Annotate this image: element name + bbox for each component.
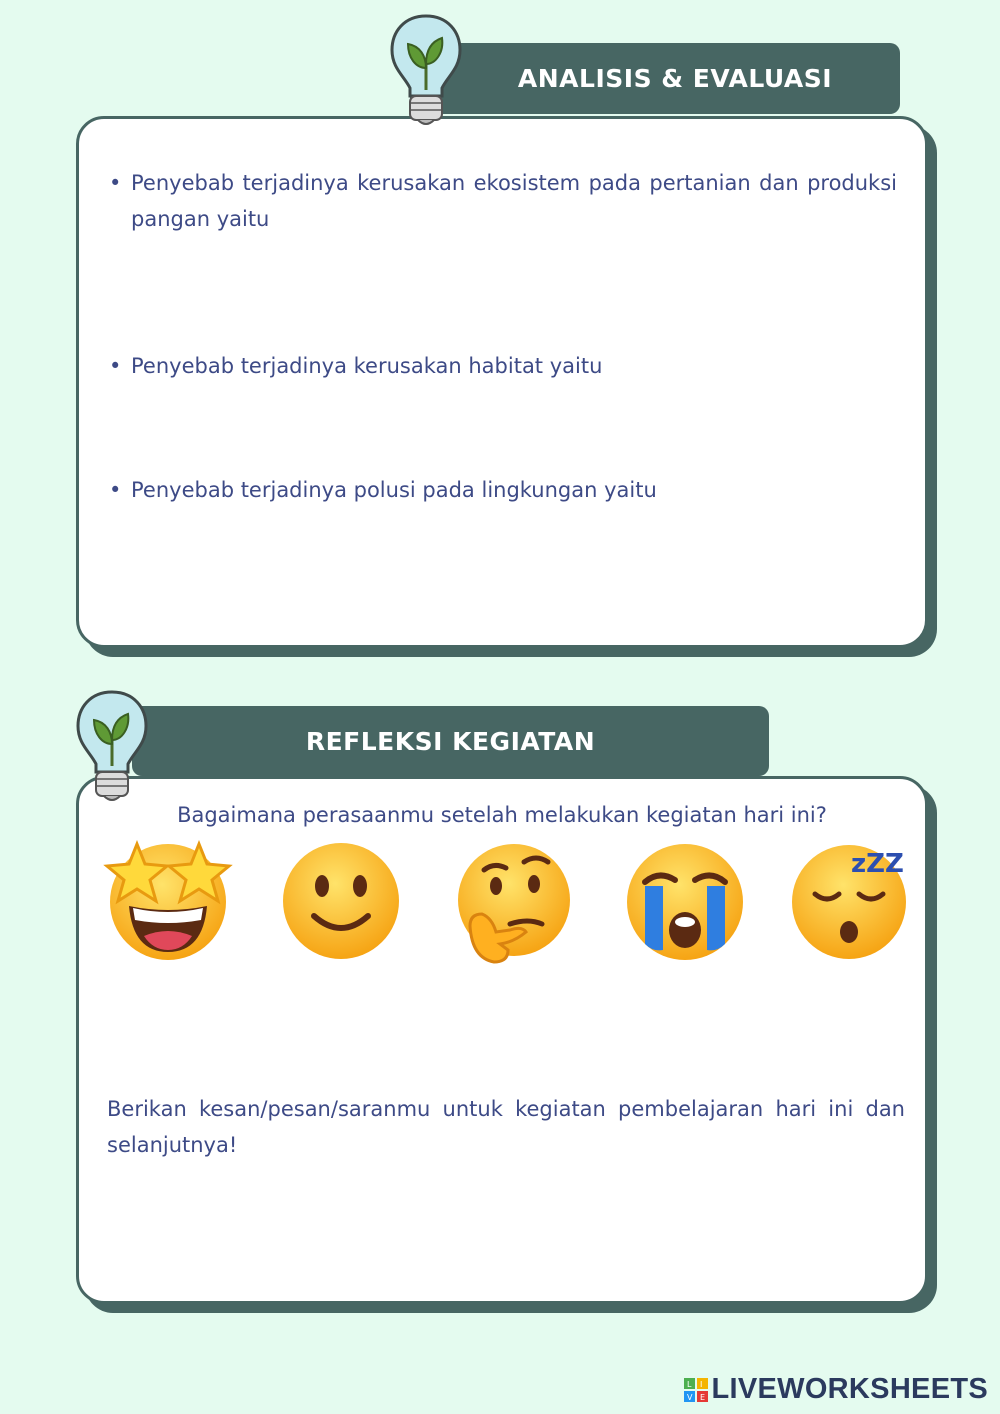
analisis-item-3: • Penyebab terjadinya polusi pada lingkungan yaitu [109,472,897,508]
thinking-face-emoji-icon[interactable] [452,840,576,966]
lightbulb-plant-icon [74,688,150,806]
analisis-item-2: • Penyebab terjadinya kerusakan habitat yaitu [109,348,897,384]
refleksi-prompt: Berikan kesan/pesan/saranmu untuk kegiatan pembelajaran hari ini dan selanjutnya! [107,1097,905,1157]
smiling-face-emoji-icon[interactable] [280,840,402,962]
refleksi-banner [132,706,769,776]
refleksi-question: Bagaimana perasaanmu setelah melakukan kegiatan hari ini? [177,803,827,827]
svg-text:E: E [699,1392,705,1402]
refleksi-title: REFLEKSI KEGIATAN [305,726,596,756]
analisis-item-1: • Penyebab terjadinya kerusakan ekosistem pada pertanian dan produksi pangan yaitu [109,165,897,237]
svg-text:V: V [686,1392,692,1402]
lightbulb-plant-icon [388,12,464,130]
sleeping-face-emoji-icon[interactable] [789,840,913,964]
svg-text:L: L [686,1379,691,1389]
liveworksheets-logo-icon [684,1378,708,1402]
loudly-crying-face-emoji-icon[interactable] [623,840,747,964]
analisis-banner [410,43,900,114]
star-struck-emoji-icon[interactable] [99,840,237,962]
analisis-card [76,116,928,648]
analisis-title: ANALISIS & EVALUASI [517,64,833,93]
liveworksheets-logo [684,1373,989,1406]
svg-text:I: I [699,1379,702,1389]
sleep-zzz-label: zZZ [851,849,904,879]
liveworksheets-logo-text: LIVEWORKSHEETS [711,1373,988,1405]
